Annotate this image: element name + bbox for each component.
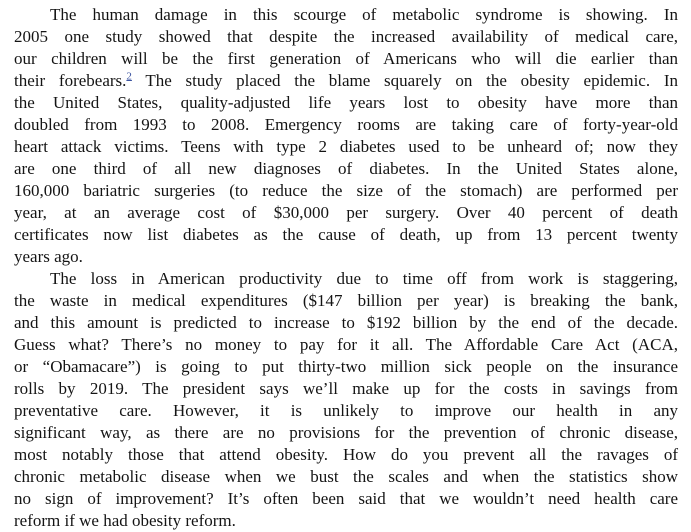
text-line: [14, 466, 678, 488]
footnote-ref-2[interactable]: 2: [126, 70, 132, 83]
text-segment: 2005 one study showed that despite the increased availability of medical care,: [14, 27, 678, 46]
text-segment: The loss in American productivity due to time off from work is staggering,: [50, 269, 678, 288]
text-segment: certificates now list diabetes as the cause of death, up from 13 percent twenty: [14, 225, 678, 244]
text-line: [14, 48, 678, 70]
text-line: [14, 290, 678, 312]
text-line: [14, 268, 678, 290]
text-line: [14, 158, 678, 180]
text-segment: most notably those that attend obesity. How do you prevent all the ravages of: [14, 445, 678, 464]
text-segment: our children will be the first generation of Americans who will die earlier than: [14, 49, 678, 68]
text-segment: reform if we had obesity reform.: [14, 511, 236, 530]
text-line: [14, 202, 678, 224]
text-line: [14, 510, 678, 532]
text-segment: rolls by 2019. The president says we’ll make up for the costs in savings from: [14, 379, 678, 398]
text-line: [14, 136, 678, 158]
text-line: [14, 92, 678, 114]
text-segment: significant way, as there are no provisions for the prevention of chronic disease,: [14, 423, 678, 442]
text-segment: or “Obamacare”) is going to put thirty-two million sick people on the insurance: [14, 357, 678, 376]
text-segment: the waste in medical expenditures ($147 billion per year) is breaking the bank,: [14, 291, 678, 310]
text-line: [14, 4, 678, 26]
text-line: [14, 400, 678, 422]
text-line: [14, 378, 678, 400]
text-segment: the United States, quality-adjusted life years lost to obesity have more than: [14, 93, 678, 112]
text-segment: preventative care. However, it is unlikely to improve our health in any: [14, 401, 678, 420]
text-segment: Guess what? There’s no money to pay for it all. The Affordable Care Act (ACA,: [14, 335, 678, 354]
text-line: [14, 422, 678, 444]
text-line: [14, 180, 678, 202]
text-line: [14, 70, 678, 92]
text-segment: and this amount is predicted to increase to $192 billion by the end of the decade.: [14, 313, 678, 332]
text-line: [14, 312, 678, 334]
text-line: [14, 356, 678, 378]
text-segment: The study placed the blame squarely on the obesity epidemic. In: [131, 71, 679, 90]
text-segment: The human damage in this scourge of metabolic syndrome is showing. In: [50, 5, 678, 24]
text-line: [14, 444, 678, 466]
text-segment: years ago.: [14, 247, 83, 266]
paragraph: [14, 4, 678, 268]
text-segment: no sign of improvement? It’s often been said that we wouldn’t need health care: [14, 489, 678, 508]
text-segment: year, at an average cost of $30,000 per surgery. Over 40 percent of death: [14, 203, 678, 222]
text-line: [14, 246, 678, 268]
text-segment: doubled from 1993 to 2008. Emergency rooms are taking care of forty-year-old: [14, 115, 678, 134]
text-line: [14, 334, 678, 356]
paragraph: [14, 268, 678, 532]
text-segment: 160,000 bariatric surgeries (to reduce the size of the stomach) are performed per: [14, 181, 678, 200]
text-line: [14, 224, 678, 246]
text-segment: are one third of all new diagnoses of diabetes. In the United States alone,: [14, 159, 678, 178]
text-line: [14, 114, 678, 136]
text-line: [14, 26, 678, 48]
text-line: [14, 488, 678, 510]
text-segment: chronic metabolic disease when we bust the scales and when the statistics show: [14, 467, 678, 486]
text-segment: heart attack victims. Teens with type 2 diabetes used to be unheard of; now they: [14, 137, 678, 156]
text-segment: their forebears.: [14, 71, 127, 90]
